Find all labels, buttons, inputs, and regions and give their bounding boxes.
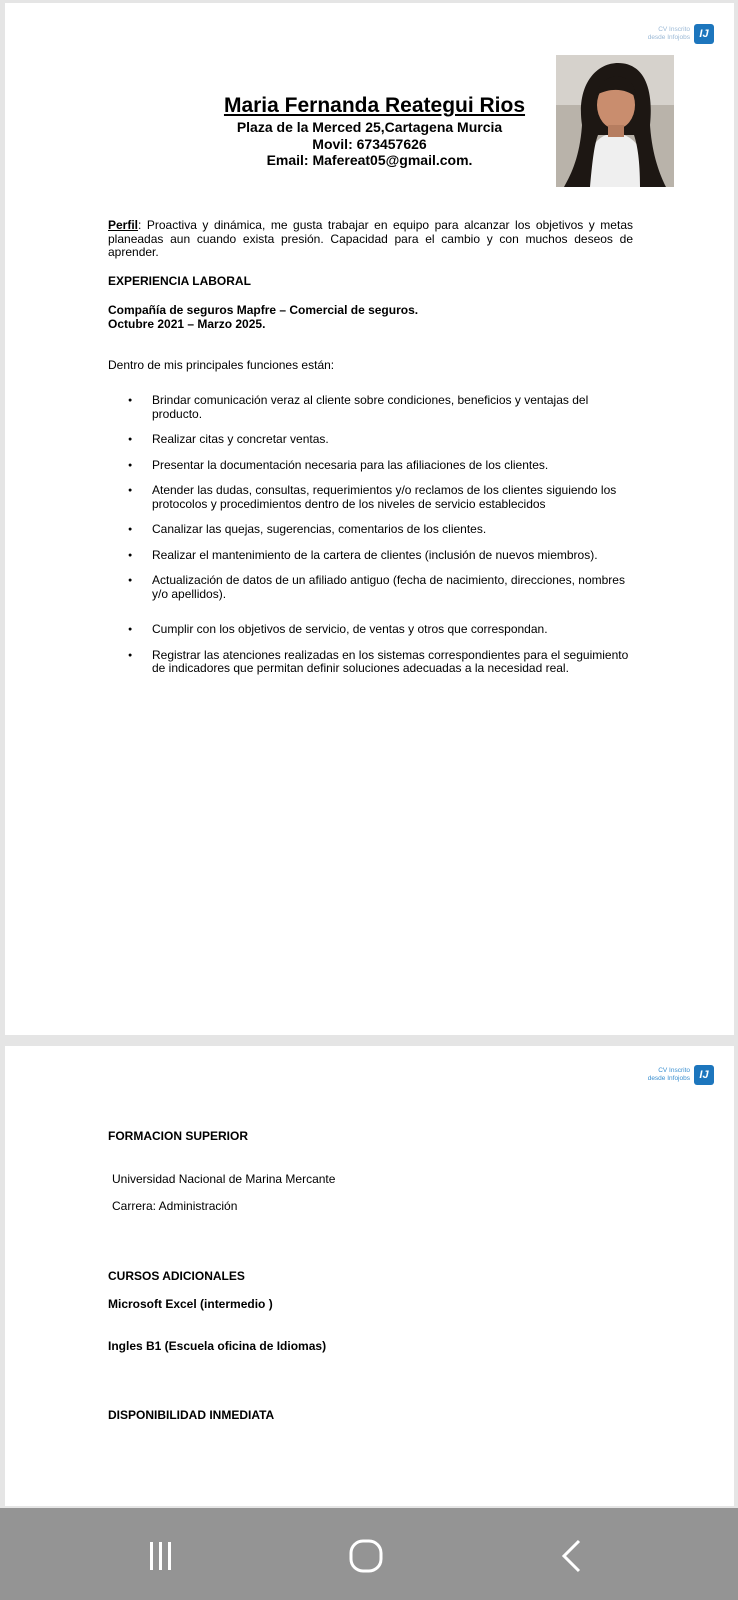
infojobs-logo-icon: IJ — [694, 24, 714, 44]
list-item: ● Brindar comunicación veraz al cliente sobre condiciones, beneficios y ventajas del producto. — [128, 394, 633, 421]
list-item: ● Presentar la documentación necesaria para las afiliaciones de los clientes. — [128, 459, 633, 473]
profile-label: Perfil — [108, 218, 139, 232]
list-item: ● Realizar el mantenimiento de la cartera de clientes (inclusión de nuevos miembros). — [128, 549, 633, 563]
system-navigation-bar — [0, 1508, 738, 1600]
infojobs-badge: CV Inscrito desde Infojobs IJ — [648, 1065, 714, 1085]
phone: Movil: 673457626 — [312, 135, 427, 152]
candidate-name: Maria Fernanda Reategui Rios — [223, 94, 526, 117]
company-name: Compañía de seguros Mapfre – Comercial de seguros. — [108, 303, 419, 317]
profile-section — [108, 219, 633, 260]
experience-title: EXPERIENCIA LABORAL — [108, 274, 251, 288]
university: Universidad Nacional de Marina Mercante — [112, 1172, 336, 1186]
career: Carrera: Administración — [112, 1199, 238, 1213]
list-item: ● Actualización de datos de un afiliado antiguo (fecha de nacimiento, direcciones, nombres y/o apellidos). — [128, 574, 633, 601]
home-icon — [349, 1539, 383, 1573]
back-icon — [559, 1539, 585, 1573]
course-item: Microsoft Excel (intermedio ) — [108, 1297, 273, 1311]
recent-apps-icon — [145, 1541, 175, 1571]
list-item: ● Registrar las atenciones realizadas en los sistemas correspondientes para el seguimiento de indicadores que permitan definir soluciones adecuadas a la necesidad real. — [128, 649, 633, 676]
duties-list — [128, 394, 633, 688]
email: Email: Mafereat05@gmail.com. — [266, 152, 473, 168]
home-button[interactable] — [336, 1536, 396, 1576]
cv-page-1 — [5, 3, 734, 1035]
education-title: FORMACION SUPERIOR — [108, 1129, 249, 1143]
courses-title: CURSOS ADICIONALES — [108, 1269, 245, 1283]
list-item: ● Cumplir con los objetivos de servicio, de ventas y otros que correspondan. — [128, 623, 633, 637]
employment-period: Octubre 2021 – Marzo 2025. — [108, 316, 266, 331]
address: Plaza de la Merced 25,Cartagena Murcia — [236, 119, 503, 135]
infojobs-logo-icon: IJ — [694, 1065, 714, 1085]
recent-apps-button[interactable] — [130, 1536, 190, 1576]
list-item: ● Canalizar las quejas, sugerencias, comentarios de los clientes. — [128, 523, 633, 537]
infojobs-badge: CV Inscrito desde Infojobs IJ — [648, 24, 714, 44]
duties-intro: Dentro de mis principales funciones están: — [108, 358, 335, 372]
availability: DISPONIBILIDAD INMEDIATA — [108, 1408, 275, 1422]
list-item: ● Atender las dudas, consultas, requerimientos y/o reclamos de los clientes siguiendo los protocolos y procedimientos dentro de los niveles de servicio establecidos — [128, 484, 633, 511]
cv-header — [5, 93, 734, 169]
cv-page-2 — [5, 1046, 734, 1506]
profile-text: : Proactiva y dinámica, me gusta trabajar en equipo para alcanzar los objetivos y metas planeadas aun cuando exista presión. Capacidad para el cambio y con muchos deseos de aprender. — [108, 218, 633, 259]
list-item: ● Realizar citas y concretar ventas. — [128, 433, 633, 447]
back-button[interactable] — [542, 1536, 602, 1576]
experience-company — [108, 304, 633, 331]
course-item: Ingles B1 (Escuela oficina de Idiomas) — [108, 1339, 327, 1353]
